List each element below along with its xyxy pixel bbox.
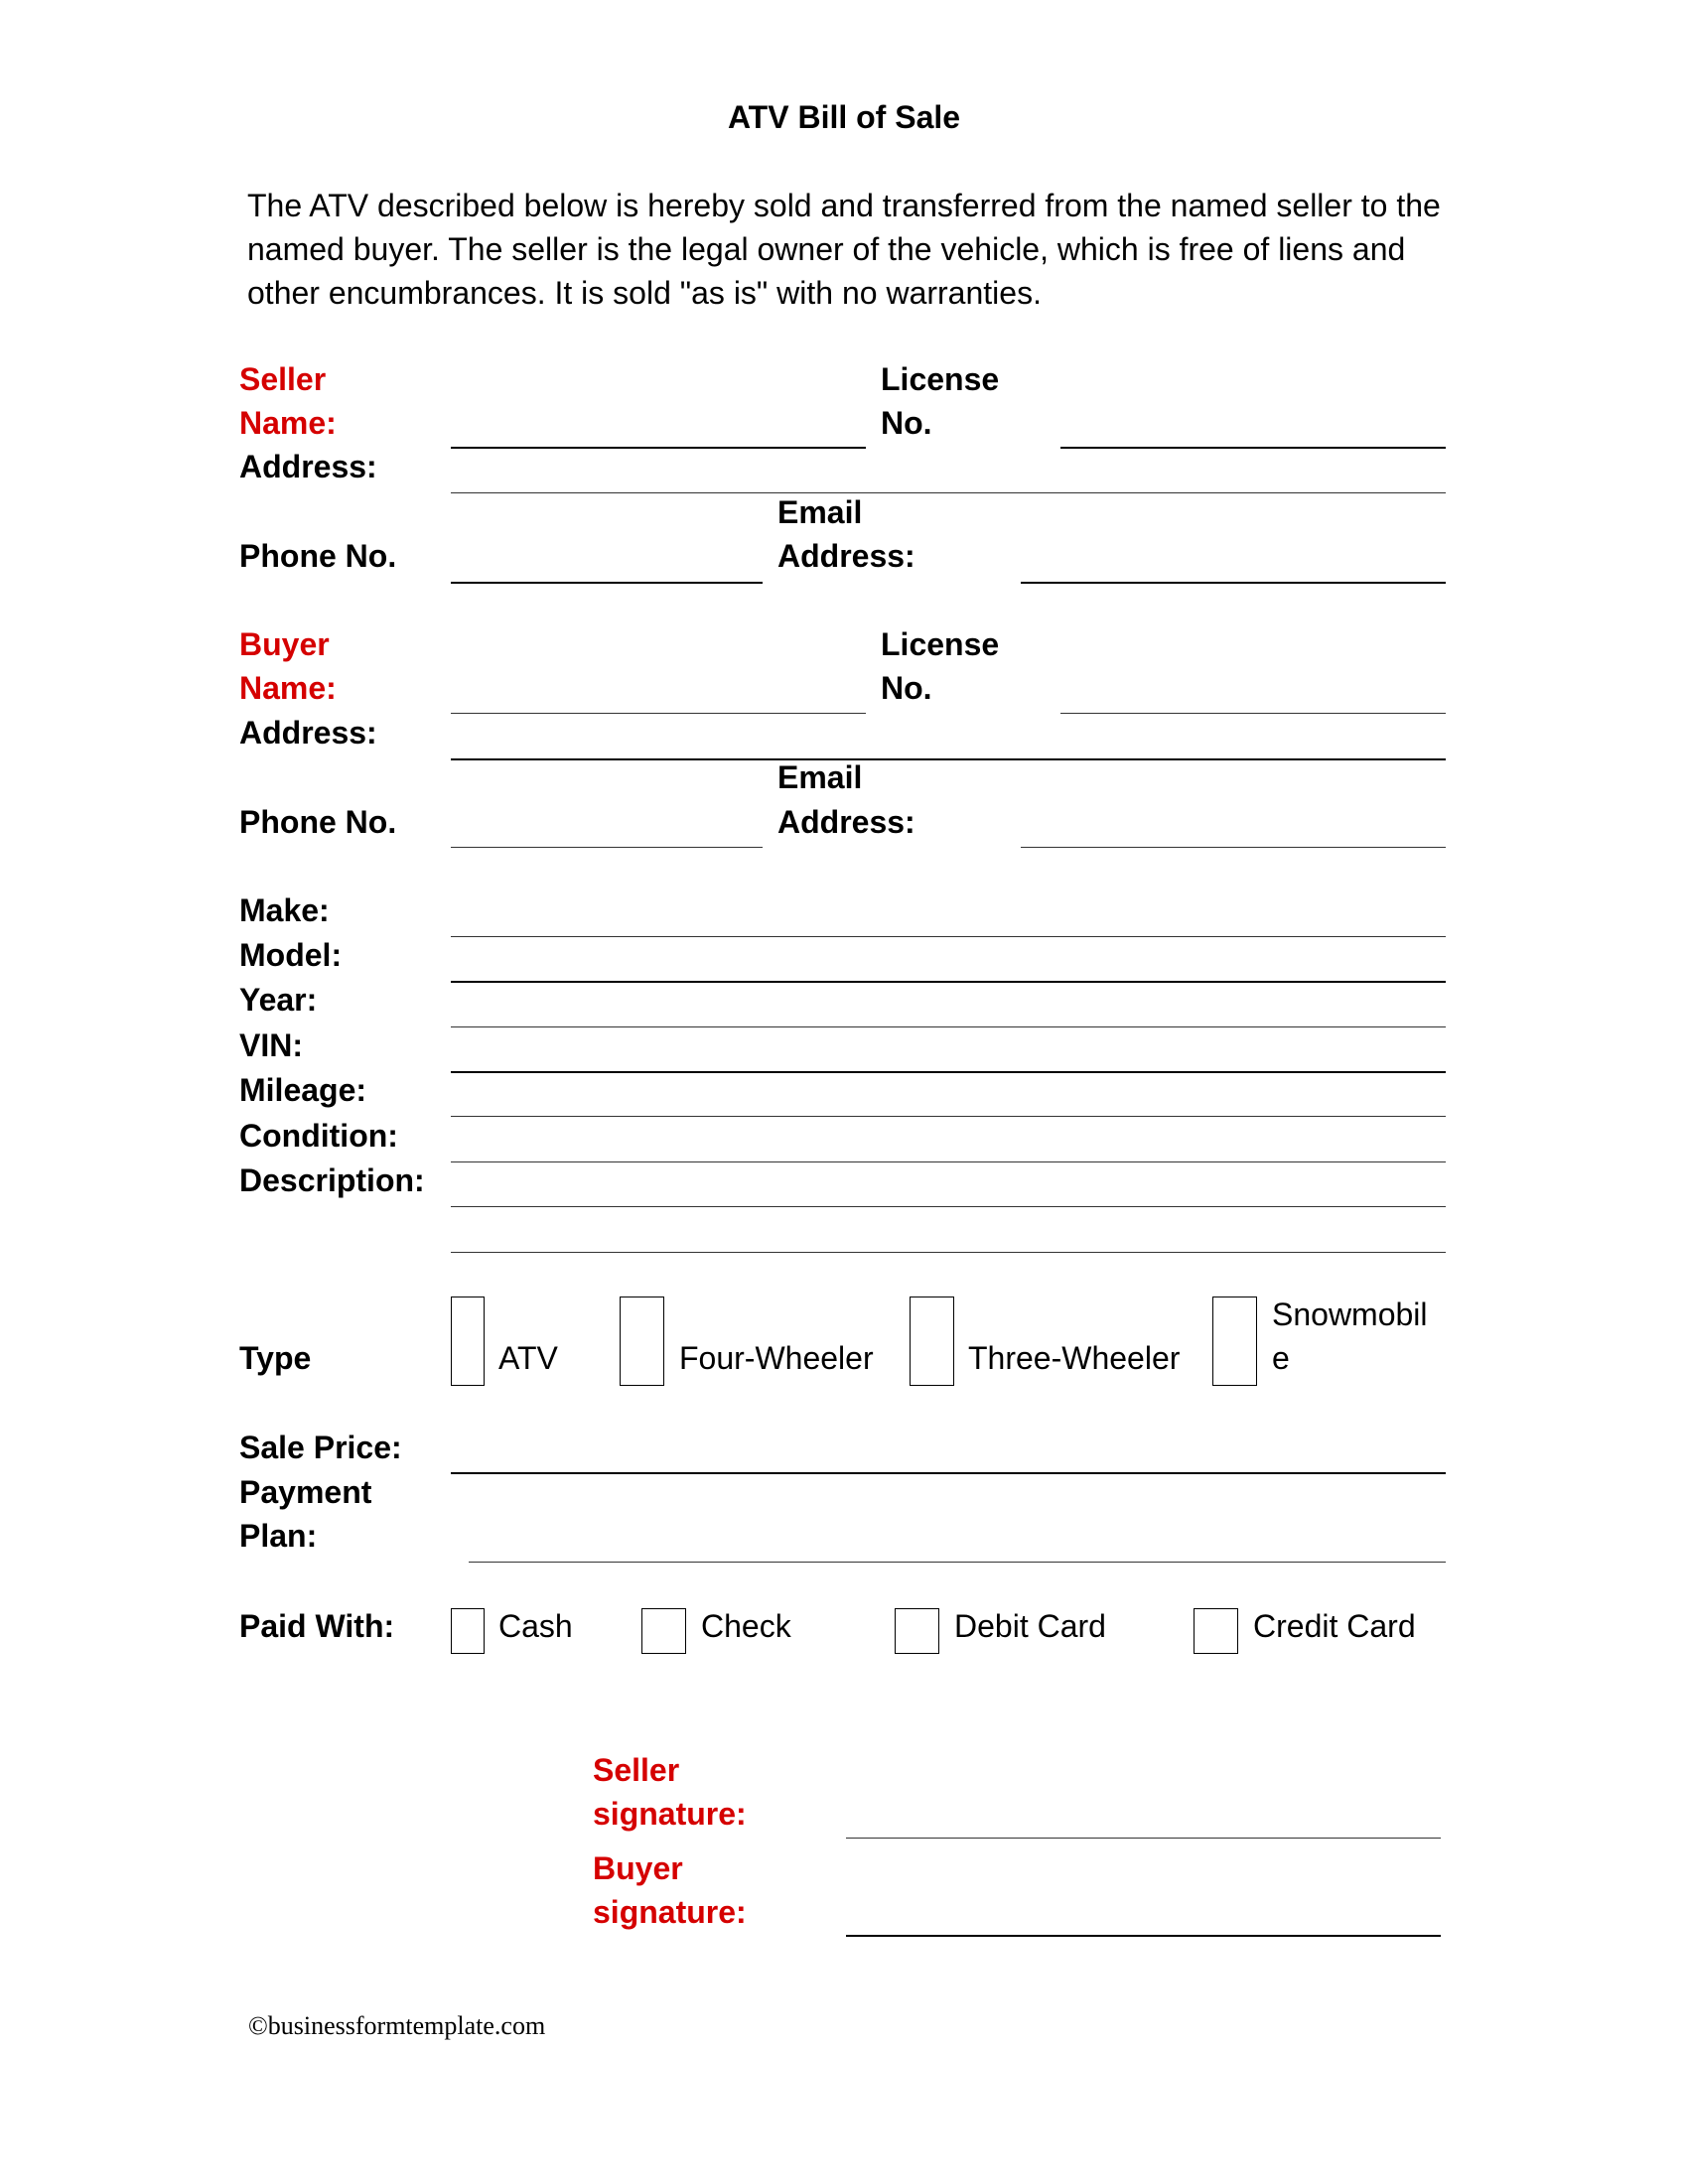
paid-check-checkbox[interactable]	[641, 1608, 686, 1654]
buyer-signature-label-line1: Buyer	[593, 1850, 683, 1886]
seller-license-field[interactable]	[1060, 447, 1446, 449]
type-snowmobile-label-line1: Snowmobil	[1272, 1297, 1428, 1332]
type-four-wheeler-label: Four-Wheeler	[679, 1340, 874, 1376]
year-field[interactable]	[451, 1026, 1446, 1027]
type-snowmobile-checkbox[interactable]	[1212, 1297, 1257, 1386]
type-snowmobile-label-line2: e	[1272, 1340, 1290, 1376]
sale-price-label: Sale Price:	[239, 1430, 402, 1465]
buyer-phone-field[interactable]	[451, 847, 763, 848]
seller-name-label-line1: Seller	[239, 361, 327, 397]
seller-signature-label-line1: Seller	[593, 1752, 680, 1788]
paid-credit-card-checkbox[interactable]	[1194, 1608, 1238, 1654]
seller-signature-field[interactable]	[846, 1838, 1441, 1839]
buyer-license-field[interactable]	[1060, 713, 1446, 714]
paid-cash-label: Cash	[498, 1608, 573, 1644]
buyer-license-label-line1: License	[881, 626, 1000, 662]
type-atv-label: ATV	[498, 1340, 558, 1376]
type-four-wheeler-checkbox[interactable]	[620, 1297, 664, 1386]
sale-price-field[interactable]	[451, 1472, 1446, 1474]
seller-email-label-line2: Address:	[777, 538, 915, 574]
condition-label: Condition:	[239, 1118, 398, 1154]
buyer-address-label: Address:	[239, 715, 377, 751]
mileage-field[interactable]	[451, 1116, 1446, 1117]
seller-name-field[interactable]	[451, 447, 866, 449]
buyer-email-label-line1: Email	[777, 759, 863, 795]
vin-field[interactable]	[451, 1071, 1446, 1073]
description-field-line2[interactable]	[451, 1252, 1446, 1253]
paid-credit-card-label: Credit Card	[1253, 1608, 1416, 1644]
seller-license-label-line2: No.	[881, 405, 932, 441]
make-field[interactable]	[451, 936, 1446, 937]
paid-cash-checkbox[interactable]	[451, 1608, 485, 1654]
paid-debit-card-checkbox[interactable]	[895, 1608, 939, 1654]
seller-signature-label-line2: signature:	[593, 1796, 747, 1832]
buyer-signature-label-line2: signature:	[593, 1894, 747, 1930]
seller-name-label-line2: Name:	[239, 405, 337, 441]
year-label: Year:	[239, 982, 318, 1018]
type-label: Type	[239, 1340, 312, 1376]
buyer-signature-field[interactable]	[846, 1935, 1441, 1937]
type-atv-checkbox[interactable]	[451, 1297, 485, 1386]
description-field-line1[interactable]	[451, 1206, 1446, 1207]
seller-license-label-line1: License	[881, 361, 1000, 397]
buyer-name-field[interactable]	[451, 713, 866, 714]
vin-label: VIN:	[239, 1027, 303, 1063]
buyer-email-label-line2: Address:	[777, 804, 915, 840]
payment-plan-label-line1: Payment	[239, 1474, 372, 1510]
condition-field[interactable]	[451, 1161, 1446, 1162]
mileage-label: Mileage:	[239, 1072, 367, 1108]
intro-paragraph: The ATV described below is hereby sold and transferred from the named seller to the named buyer. The seller is the legal owner of the vehicle, which is free of liens and other encumbrances. It is sold "as is" with no warranties.	[247, 188, 1441, 311]
payment-plan-field[interactable]	[469, 1562, 1446, 1563]
model-label: Model:	[239, 937, 343, 973]
paid-with-label: Paid With:	[239, 1608, 395, 1644]
buyer-name-label-line2: Name:	[239, 670, 337, 706]
buyer-name-label-line1: Buyer	[239, 626, 330, 662]
buyer-license-label-line2: No.	[881, 670, 932, 706]
seller-email-field[interactable]	[1021, 582, 1446, 584]
model-field[interactable]	[451, 981, 1446, 983]
paid-debit-card-label: Debit Card	[954, 1608, 1106, 1644]
buyer-address-field[interactable]	[451, 758, 1446, 760]
payment-plan-label-line2: Plan:	[239, 1518, 318, 1554]
document-title: ATV Bill of Sale	[727, 99, 961, 135]
buyer-email-field[interactable]	[1021, 847, 1446, 848]
seller-phone-field[interactable]	[451, 582, 763, 584]
buyer-phone-label: Phone No.	[239, 804, 397, 840]
seller-email-label-line1: Email	[777, 494, 863, 530]
description-label: Description:	[239, 1162, 425, 1198]
type-three-wheeler-checkbox[interactable]	[910, 1297, 954, 1386]
type-three-wheeler-label: Three-Wheeler	[968, 1340, 1181, 1376]
make-label: Make:	[239, 892, 330, 928]
seller-phone-label: Phone No.	[239, 538, 397, 574]
paid-check-label: Check	[701, 1608, 791, 1644]
seller-address-field[interactable]	[451, 492, 1446, 493]
seller-address-label: Address:	[239, 449, 377, 484]
copyright-footer: ©businessformtemplate.com	[248, 2011, 546, 2040]
